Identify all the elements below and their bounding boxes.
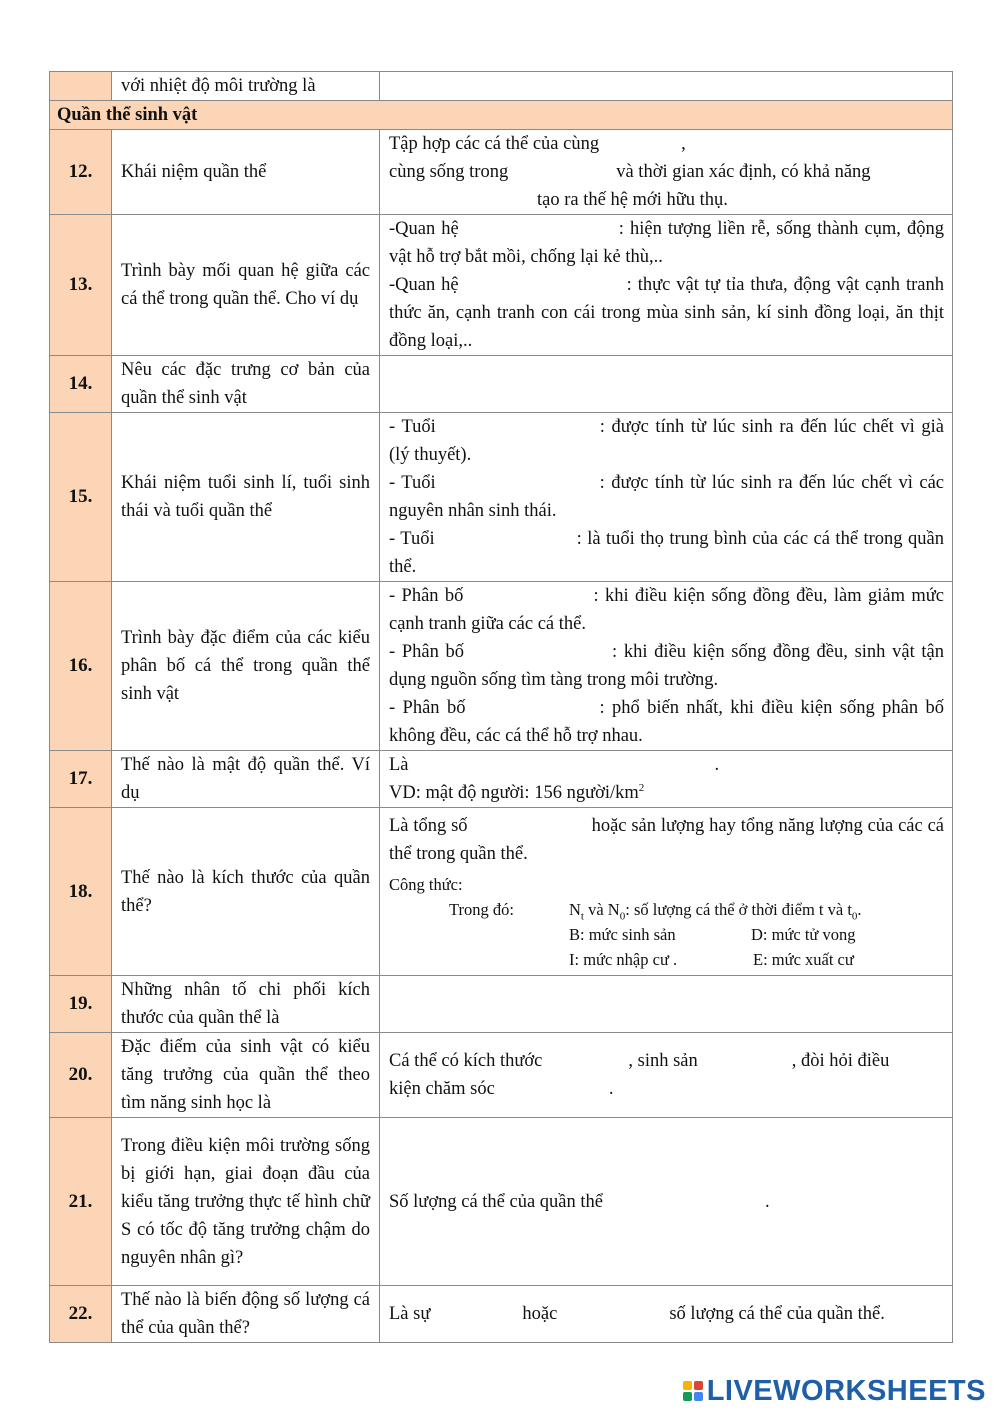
answer-cell: [380, 130, 953, 215]
answer-text: số lượng cá thể của quần thể.: [669, 1304, 885, 1324]
answer-text: Là: [389, 755, 409, 775]
legend-b: B: mức sinh sản: [569, 924, 676, 944]
table-row: [50, 751, 953, 808]
legend-n: $N_t$ và $N_0$: số lượng cá thể ở thời điểm t và $t_0$.: [569, 899, 862, 922]
table-row: [50, 582, 953, 751]
answer-cell: [380, 1118, 953, 1286]
row-number: [50, 72, 112, 101]
question-cell: Trình bày đặc điểm của các kiểu phân bố cá thể trong quần thể sinh vật: [112, 582, 380, 751]
formula-label: Công thức:: [389, 874, 463, 894]
answer-cell[interactable]: [380, 356, 953, 413]
answer-cell[interactable]: [380, 72, 953, 101]
answer-text: Cá thể có kích thước: [389, 1051, 543, 1071]
row-number: 22.: [50, 1286, 112, 1343]
worksheet: [49, 71, 952, 1343]
answer-text: Số lượng cá thể của quần thể: [389, 1191, 603, 1212]
row-number: 12.: [50, 130, 112, 215]
legend-e: E: mức xuất cư: [753, 949, 854, 969]
question-cell: Trình bày mối quan hệ giữa các cá thể trong quần thể. Cho ví dụ: [112, 215, 380, 356]
row-number: 19.: [50, 976, 112, 1033]
table-row: [50, 72, 953, 101]
answer-text: tạo ra thế hệ mới hữu thụ.: [537, 190, 728, 210]
question-cell: Nêu các đặc trưng cơ bản của quần thể sinh vật: [112, 356, 380, 413]
answer-text: - Phân bố: [389, 586, 464, 606]
answer-text: - Tuổi: [389, 417, 436, 437]
question-cell: Đặc điểm của sinh vật có kiểu tăng trưởng của quần thể theo tìm năng sinh học là: [112, 1033, 380, 1118]
legend-d: D: mức tử vong: [751, 924, 856, 944]
formula-legend-row: [389, 922, 944, 947]
answer-text: .: [765, 1191, 770, 1212]
question-cell: Thế nào là mật độ quần thể. Ví dụ: [112, 751, 380, 808]
section-title: Quần thể sinh vật: [50, 101, 953, 130]
answer-text: -Quan hệ: [389, 275, 459, 295]
question-cell: Khái niệm quần thể: [112, 130, 380, 215]
answer-text: : khi điều kiện sống đồng đều, sinh vật tận dụng nguồn sống tìm tàng trong môi trường.: [389, 642, 944, 690]
answer-cell: [380, 1033, 953, 1118]
table-row: [50, 413, 953, 582]
legend-i: I: mức nhập cư .: [569, 949, 678, 969]
table-row: [50, 130, 953, 215]
answer-text: hoặc: [522, 1304, 558, 1324]
superscript: 2: [638, 781, 645, 794]
answer-text: : phổ biến nhất, khi điều kiện sống phân bố không đều, các cá thể hỗ trợ nhau.: [389, 698, 944, 746]
logo-grid-icon: [683, 1381, 703, 1401]
formula-legend-row: [389, 897, 944, 922]
question-cell: Trong điều kiện môi trường sống bị giới hạn, giai đoạn đầu của kiểu tăng trưởng thực tế hình chữ S có tốc độ tăng trưởng chậm do nguyên nhân gì?: [112, 1118, 380, 1286]
answer-text: .: [714, 755, 720, 775]
row-number: 20.: [50, 1033, 112, 1118]
question-cell: với nhiệt độ môi trường là: [112, 72, 380, 101]
answer-cell[interactable]: [380, 976, 953, 1033]
answer-text: hoặc sản lượng hay tổng năng lượng của các cá thể trong quần thể.: [389, 815, 944, 864]
table-row: [50, 1286, 953, 1343]
answer-text: Tập hợp các cá thể của cùng: [389, 134, 600, 154]
table-row: [50, 1118, 953, 1286]
row-number: 13.: [50, 215, 112, 356]
question-cell: Thế nào là biến động số lượng cá thể của quần thể?: [112, 1286, 380, 1343]
answer-text: ,: [681, 134, 686, 154]
question-cell: Những nhân tố chi phối kích thước của quần thể là: [112, 976, 380, 1033]
row-number: 18.: [50, 808, 112, 976]
table-row: [50, 1033, 953, 1118]
answer-cell: [380, 1286, 953, 1343]
answer-text: , đòi hỏi điều: [791, 1051, 890, 1071]
answer-text: - Tuổi: [389, 529, 435, 549]
question-cell: Thế nào là kích thước của quần thể?: [112, 808, 380, 976]
logo-text: LIVEWORKSHEETS: [706, 1374, 986, 1407]
answer-text: -Quan hệ: [389, 219, 459, 239]
formula-legend-row: [389, 947, 944, 972]
answer-text: - Tuổi: [389, 473, 436, 493]
answer-cell: [380, 751, 953, 808]
answer-cell: [380, 582, 953, 751]
answer-cell: [380, 808, 953, 976]
question-table: [49, 71, 953, 1343]
answer-text: - Phân bố: [389, 698, 466, 718]
row-number: 15.: [50, 413, 112, 582]
legend-label: Trong đó:: [449, 899, 514, 919]
answer-text: .: [608, 1079, 614, 1099]
answer-text: Là sự: [389, 1304, 431, 1324]
answer-cell: [380, 215, 953, 356]
answer-text: : là tuổi thọ trung bình của các cá thể trong quần thể.: [389, 529, 944, 577]
answer-text: : thực vật tự tỉa thưa, động vật cạnh tranh thức ăn, cạnh tranh con cái trong mùa sinh sản, kí sinh đồng loại, ăn thịt đồng loại,..: [389, 275, 944, 351]
question-cell: Khái niệm tuổi sinh lí, tuổi sinh thái và tuổi quần thể: [112, 413, 380, 582]
answer-text: : hiện tượng liền rễ, sống thành cụm, động vật hỗ trợ bắt mồi, chống lại kẻ thù,..: [389, 219, 944, 267]
answer-text: kiện chăm sóc: [389, 1079, 495, 1099]
answer-cell: [380, 413, 953, 582]
table-row: [50, 215, 953, 356]
answer-text: , sinh sản: [628, 1051, 698, 1071]
row-number: 16.: [50, 582, 112, 751]
answer-text: VD: mật độ người: 156 người/km: [389, 783, 639, 803]
row-number: 17.: [50, 751, 112, 808]
row-number: 21.: [50, 1118, 112, 1286]
answer-text: cùng sống trong: [389, 162, 509, 182]
answer-text: - Phân bố: [389, 642, 465, 662]
answer-text: Là tổng số: [389, 815, 468, 836]
answer-text: và thời gian xác định, có khả năng: [616, 162, 871, 182]
section-header: [50, 101, 953, 130]
answer-text: : khi điều kiện sống đồng đều, làm giảm mức cạnh tranh giữa các cá thể.: [389, 586, 944, 634]
answer-text: : được tính từ lúc sinh ra đến lúc chết vì già (lý thuyết).: [389, 417, 944, 465]
table-row: [50, 808, 953, 976]
table-row: [50, 976, 953, 1033]
liveworksheets-logo[interactable]: [683, 1376, 986, 1406]
row-number: 14.: [50, 356, 112, 413]
table-row: [50, 356, 953, 413]
answer-text: : được tính từ lúc sinh ra đến lúc chết vì các nguyên nhân sinh thái.: [389, 473, 944, 521]
